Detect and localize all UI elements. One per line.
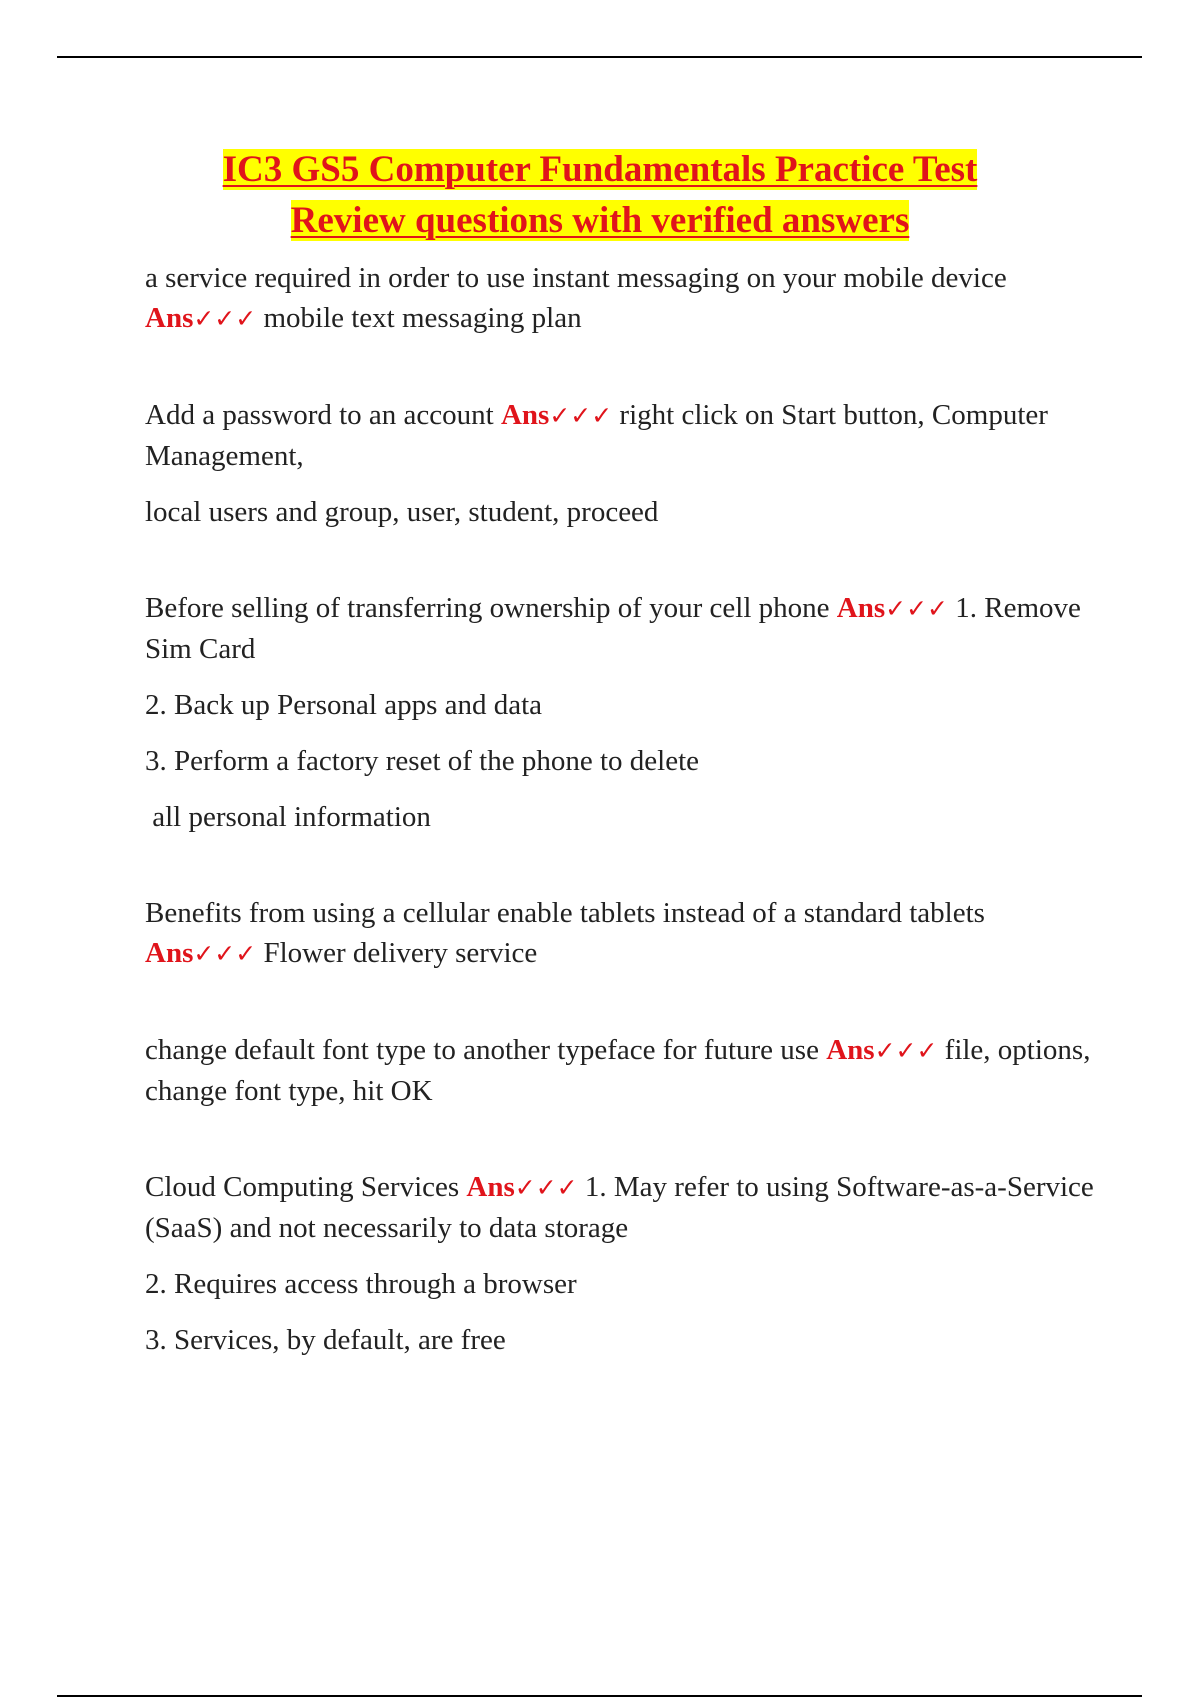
check-marks-icon: ✓✓✓ [885,594,948,623]
document-title [0,144,1200,246]
question-text: a service required in order to use instant messaging on your mobile device [145,262,1007,294]
check-marks-icon: ✓✓✓ [193,939,257,968]
question-text: Before selling of transferring ownership of your cell phone [145,592,830,624]
answer-text: file, options, change font type, hit OK [145,1034,1091,1107]
question-text: Benefits from using a cellular enable tablets instead of a standard tablets [145,897,985,929]
ans-label: Ans [826,1034,875,1066]
answer-text: right click on Start button, Computer Management, [145,399,1048,472]
qa-main-line [145,258,1095,339]
question-text: Cloud Computing Services [145,1171,460,1203]
bottom-rule [57,1695,1142,1697]
qa-item [145,588,1095,837]
answer-text: mobile text messaging plan [263,302,582,334]
question-text: change default font type to another typeface for future use [145,1034,819,1066]
ans-label: Ans [500,399,550,431]
top-rule [57,56,1142,58]
qa-main-line [145,395,1095,476]
check-marks-icon: ✓✓✓ [193,304,257,333]
answer-continuation: all personal information [145,801,431,833]
title-line-2: Review questions with verified answers [290,200,910,241]
qa-main-line [145,1167,1095,1248]
answer-continuation: 2. Back up Personal apps and data [145,689,543,721]
ans-label: Ans [145,302,194,334]
answer-continuation: 2. Requires access through a browser [145,1268,577,1300]
qa-item [145,395,1095,532]
check-marks-icon: ✓✓✓ [874,1036,938,1065]
qa-main-line [145,1030,1095,1111]
ans-label: Ans [466,1171,515,1203]
qa-item [145,1030,1095,1111]
answer-continuation: 3. Services, by default, are free [145,1324,506,1356]
answer-text: 1. Remove Sim Card [145,592,1081,665]
ans-label: Ans [836,592,886,624]
answer-continuation: local users and group, user, student, proceed [145,496,659,528]
ans-label: Ans [145,937,194,969]
answer-text: Flower delivery service [263,937,538,969]
answer-continuation: 3. Perform a factory reset of the phone to delete [145,745,700,777]
answer-text: 1. May refer to using Software-as-a-Service (SaaS) and not necessarily to data storage [145,1171,1094,1244]
title-line-1: IC3 GS5 Computer Fundamentals Practice Test [222,149,978,190]
qa-main-line [145,588,1095,669]
check-marks-icon: ✓✓✓ [514,1173,578,1202]
qa-list [145,258,1095,1416]
question-text: Add a password to an account [145,399,494,431]
qa-main-line [145,893,1095,974]
qa-item [145,258,1095,339]
check-marks-icon: ✓✓✓ [549,401,613,430]
qa-item [145,893,1095,974]
qa-item [145,1167,1095,1360]
